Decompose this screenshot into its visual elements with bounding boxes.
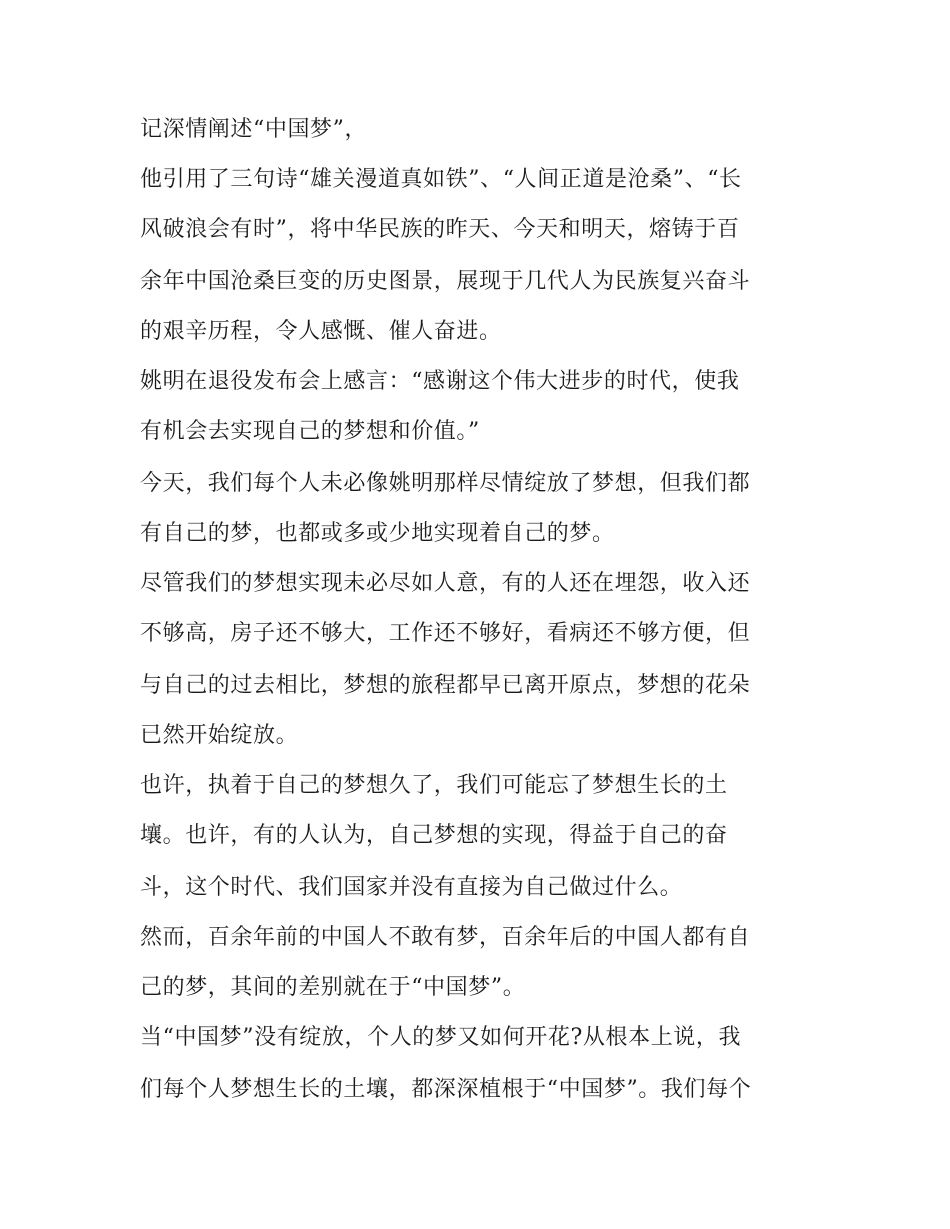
text-line: 与自己的过去相比，梦想的旅程都早已离开原点，梦想的花朵 xyxy=(140,673,751,698)
text-line: 姚明在退役发布会上感言：“感谢这个伟大进步的时代，使我 xyxy=(140,369,740,394)
text-line: 己的梦，其间的差别就在于“中国梦”。 xyxy=(140,975,526,1000)
text-line: 已然开始绽放。 xyxy=(140,723,299,748)
text-line: 记深情阐述“中国梦”， xyxy=(140,117,368,142)
text-line: 今天，我们每个人未必像姚明那样尽情绽放了梦想，但我们都 xyxy=(140,471,751,496)
text-line: 他引用了三句诗“雄关漫道真如铁”、“人间正道是沧桑”、“长 xyxy=(140,167,742,192)
text-line: 有自己的梦，也都或多或少地实现着自己的梦。 xyxy=(140,521,615,546)
text-line: 然而，百余年前的中国人不敢有梦，百余年后的中国人都有自 xyxy=(140,925,751,950)
text-line: 尽管我们的梦想实现未必尽如人意，有的人还在埋怨，收入还 xyxy=(140,571,751,596)
text-line: 余年中国沧桑巨变的历史图景，展现于几代人为民族复兴奋斗 xyxy=(140,269,751,294)
text-line: 斗，这个时代、我们国家并没有直接为自己做过什么。 xyxy=(140,875,683,900)
text-line: 壤。也许，有的人认为，自己梦想的实现，得益于自己的奋 xyxy=(140,823,728,848)
text-line: 的艰辛历程，令人感慨、催人奋进。 xyxy=(140,319,502,344)
text-line: 有机会去实现自己的梦想和价值。” xyxy=(140,419,480,444)
text-line: 当“中国梦”没有绽放，个人的梦又如何开花?从根本上说，我 xyxy=(140,1025,742,1050)
text-line: 们每个人梦想生长的土壤，都深深植根于“中国梦”。我们每个 xyxy=(140,1077,752,1102)
text-line: 风破浪会有时”，将中华民族的昨天、今天和明天，熔铸于百 xyxy=(140,217,740,242)
text-line: 也许，执着于自己的梦想久了，我们可能忘了梦想生长的土 xyxy=(140,773,728,798)
text-line: 不够高，房子还不够大，工作还不够好，看病还不够方便，但 xyxy=(140,621,751,646)
